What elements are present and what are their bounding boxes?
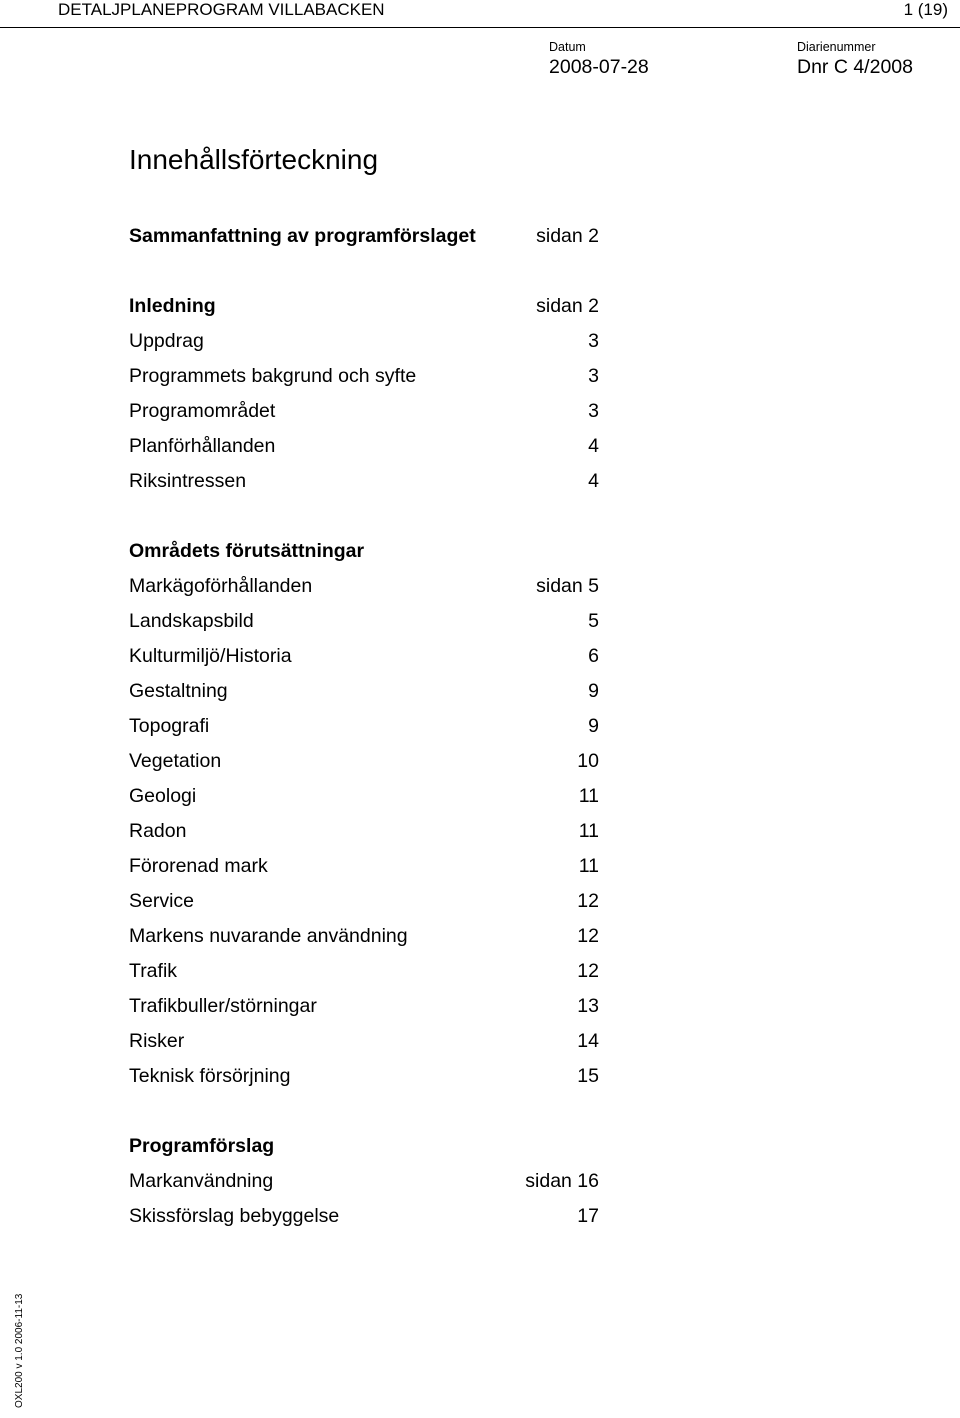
- toc-entry-page: 13: [577, 995, 599, 1017]
- toc-entry-label: Teknisk försörjning: [129, 1065, 291, 1087]
- toc-section-gap: [129, 501, 599, 536]
- toc-entry-row: [129, 746, 599, 781]
- toc-entry-page: 9: [588, 715, 599, 737]
- toc-entry-row: [129, 361, 599, 396]
- toc-entry-row: [129, 1026, 599, 1061]
- toc-entry-page: 10: [577, 750, 599, 772]
- document-name: DETALJPLANEPROGRAM VILLABACKEN: [58, 0, 385, 19]
- toc-entry-row: [129, 851, 599, 886]
- toc-entry-page: 11: [578, 785, 599, 807]
- toc-entry-page: 15: [577, 1065, 599, 1087]
- date-value: 2008-07-28: [549, 56, 649, 78]
- toc-entry-label: Programmets bakgrund och syfte: [129, 365, 417, 387]
- toc-entry-label: Planförhållanden: [129, 435, 276, 457]
- toc-entry-label: Sammanfattning av programförslaget: [129, 225, 476, 247]
- toc-entry-label: Geologi: [129, 785, 197, 807]
- toc-heading-row: [129, 536, 599, 571]
- toc-entry-page: 17: [577, 1205, 599, 1227]
- toc-entry-label: Markägoförhållanden: [129, 575, 313, 597]
- toc-entry-page: 12: [577, 960, 599, 982]
- toc-entry-row: [129, 1061, 599, 1096]
- toc-entry-row: [129, 431, 599, 466]
- reference-block: [797, 40, 913, 80]
- toc-entry-label: Trafik: [129, 960, 178, 982]
- toc-entry-label: Programförslag: [129, 1135, 275, 1157]
- toc-entry-page: 12: [577, 890, 599, 912]
- toc-entry-row: [129, 781, 599, 816]
- date-block: [549, 40, 649, 80]
- toc-entry-row: [129, 326, 599, 361]
- table-of-contents: [129, 221, 599, 1236]
- toc-section-gap: [129, 1096, 599, 1131]
- toc-entry-row: [129, 396, 599, 431]
- toc-entry-row: [129, 711, 599, 746]
- toc-title: Innehållsförteckning: [129, 144, 379, 175]
- toc-section-gap: [129, 256, 599, 291]
- date-label: Datum: [549, 40, 586, 54]
- toc-entry-label: Topografi: [129, 715, 210, 737]
- reference-label: Diarienummer: [797, 40, 876, 54]
- toc-heading-row: [129, 221, 599, 256]
- toc-entry-page: 11: [578, 855, 599, 877]
- toc-heading-row: [129, 291, 599, 326]
- toc-entry-row: [129, 991, 599, 1026]
- toc-entry-row: [129, 886, 599, 921]
- toc-entry-label: Risker: [129, 1030, 185, 1052]
- toc-entry-label: Riksintressen: [129, 470, 247, 492]
- toc-entry-row: [129, 816, 599, 851]
- toc-entry-page: sidan 16: [525, 1170, 599, 1192]
- toc-entry-row: [129, 921, 599, 956]
- toc-entry-row: [129, 956, 599, 991]
- document-header: [0, 0, 960, 28]
- toc-entry-page: 4: [588, 470, 599, 492]
- toc-entry-row: [129, 641, 599, 676]
- toc-entry-label: Skissförslag bebyggelse: [129, 1205, 340, 1227]
- toc-entry-label: Uppdrag: [129, 330, 204, 352]
- toc-heading-row: [129, 1131, 599, 1166]
- toc-entry-page: 3: [588, 330, 599, 352]
- toc-entry-page: 4: [588, 435, 599, 457]
- toc-entry-page: sidan 2: [536, 295, 599, 317]
- toc-entry-row: [129, 571, 599, 606]
- toc-entry-label: Områdets förutsättningar: [129, 540, 365, 562]
- toc-entry-label: Gestaltning: [129, 680, 228, 702]
- toc-entry-row: [129, 1201, 599, 1236]
- toc-entry-page: 11: [578, 820, 599, 842]
- page-number: 1 (19): [903, 0, 948, 19]
- toc-entry-row: [129, 1166, 599, 1201]
- toc-entry-row: [129, 606, 599, 641]
- toc-entry-row: [129, 676, 599, 711]
- toc-entry-row: [129, 466, 599, 501]
- toc-entry-page: 5: [588, 610, 599, 632]
- form-version-stamp: OXL200 v 1.0 2006-11-13: [14, 1293, 25, 1408]
- toc-entry-label: Vegetation: [129, 750, 222, 772]
- toc-entry-page: sidan 5: [536, 575, 599, 597]
- toc-entry-label: Service: [129, 890, 195, 912]
- toc-entry-page: 3: [588, 365, 599, 387]
- toc-entry-label: Landskapsbild: [129, 610, 254, 632]
- toc-entry-label: Förorenad mark: [129, 855, 268, 877]
- toc-entry-label: Trafikbuller/störningar: [129, 995, 317, 1017]
- toc-entry-label: Inledning: [129, 295, 216, 317]
- reference-value: Dnr C 4/2008: [797, 56, 913, 78]
- toc-entry-page: sidan 2: [536, 225, 599, 247]
- toc-entry-page: 14: [577, 1030, 599, 1052]
- toc-entry-label: Programområdet: [129, 400, 276, 422]
- toc-entry-page: 9: [588, 680, 599, 702]
- toc-entry-page: 3: [588, 400, 599, 422]
- toc-entry-page: 12: [577, 925, 599, 947]
- toc-entry-label: Markens nuvarande användning: [129, 925, 408, 947]
- toc-entry-label: Markanvändning: [129, 1170, 274, 1192]
- toc-entry-label: Kulturmiljö/Historia: [129, 645, 292, 667]
- toc-entry-page: 6: [588, 645, 599, 667]
- toc-entry-label: Radon: [129, 820, 187, 842]
